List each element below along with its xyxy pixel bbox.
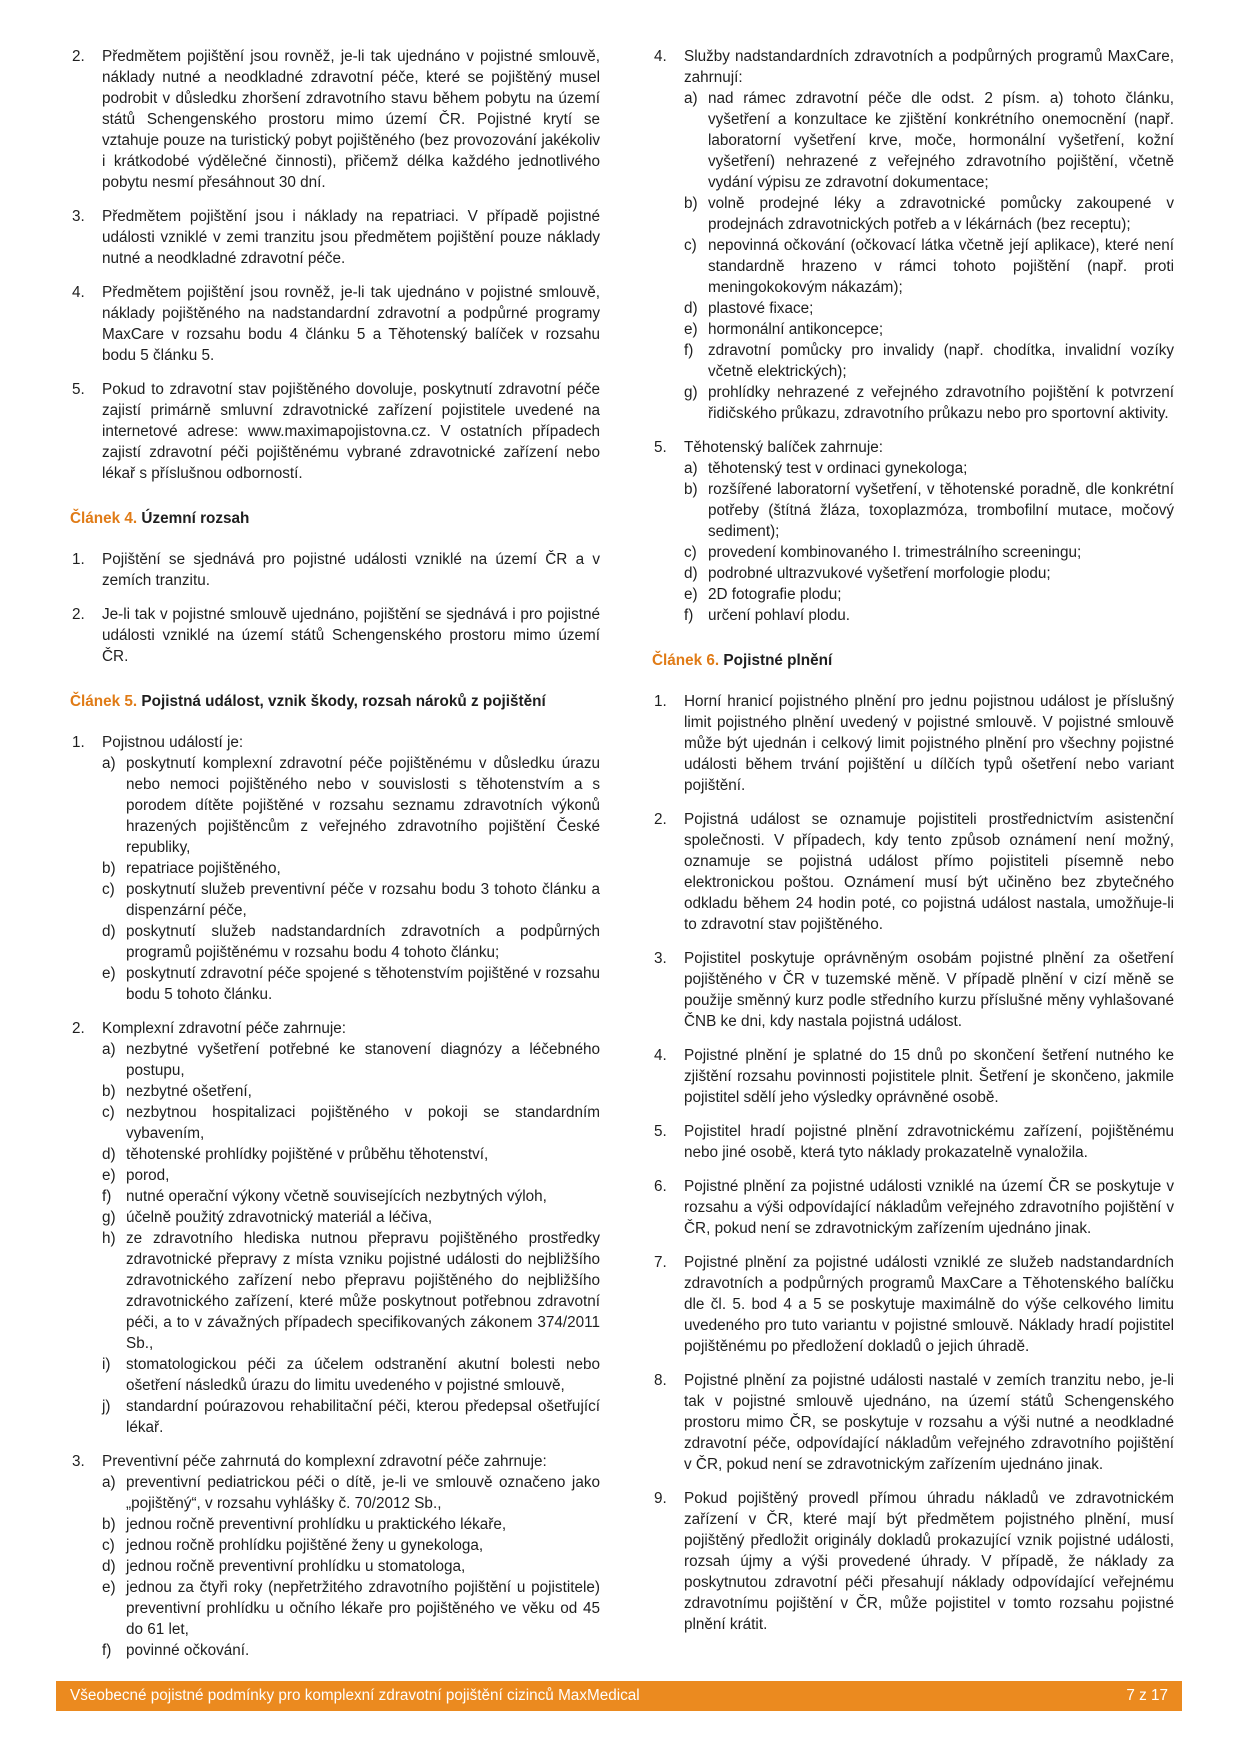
sub-item-text: jednou ročně prohlídku pojištěné ženy u gynekologa,: [126, 1537, 484, 1554]
sub-item-letter: c): [684, 237, 697, 254]
item-number: 4.: [654, 48, 667, 65]
sub-item-text: plastové fixace;: [708, 300, 814, 317]
article-6-heading: [652, 650, 1174, 671]
sub-item-text: podrobné ultrazvukové vyšetření morfologie plodu;: [708, 565, 1051, 582]
sub-list-item: [102, 1354, 600, 1396]
article-5-list: [70, 732, 600, 1661]
item-text: Pojistná událost se oznamuje pojistiteli prostřednictvím asistenční společnosti. V případech, kdy tento způsob oznámení není možný, oznamuje se pojistná událost přímo pojistiteli písemně nebo elektronickou poštou. Oznámení musí být učiněno bez zbytečného odkladu během 24 hodin poté, co pojistná událost nastala, umožňuje-li to zdravotní stav pojištěného.: [684, 811, 1174, 933]
sub-item-text: nutné operační výkony včetně souvisejících nezbytných výloh,: [126, 1188, 547, 1205]
sub-item-letter: e): [102, 1167, 116, 1184]
article-3-continued-list: [70, 46, 600, 484]
item-text: Preventivní péče zahrnutá do komplexní zdravotní péče zahrnuje:: [102, 1453, 547, 1470]
sub-item-letter: f): [684, 342, 694, 359]
item-text: Předmětem pojištění jsou i náklady na repatriaci. V případě pojistné události vzniklé v zemi tranzitu jsou předmětem pojištění pouze náklady nutné a neodkladné zdravotní péče.: [102, 208, 600, 267]
sub-list-item: [684, 298, 1174, 319]
list-item: [652, 437, 1174, 626]
item-number: 4.: [654, 1047, 667, 1064]
item-text: Pojištění se sjednává pro pojistné události vzniklé na území ČR a v zemích tranzitu.: [102, 551, 600, 589]
sub-item-letter: a): [102, 755, 116, 772]
sub-list-item: [102, 921, 600, 963]
sub-item-text: jednou za čtyři roky (nepřetržitého zdravotního pojištění u pojistitele) preventivní prohlídku u očního lékaře pro pojištěného ve věku od 45 do 61 let,: [126, 1579, 600, 1638]
sub-list-item: [684, 563, 1174, 584]
article-5-heading: [70, 691, 600, 712]
sub-list-item: [102, 1186, 600, 1207]
sub-item-text: nezbytné ošetření,: [126, 1083, 252, 1100]
list-item: [652, 1045, 1174, 1108]
item-text: Předmětem pojištění jsou rovněž, je-li tak ujednáno v pojistné smlouvě, náklady pojištěného na nadstandardní zdravotní a podpůrné programy MaxCare v rozsahu bodu 4 článku 5 a Těhotenský balíček v rozsahu bodu 5 článku 5.: [102, 284, 600, 364]
article-4-list: [70, 549, 600, 667]
sub-list-item: [684, 479, 1174, 542]
sub-item-text: nepovinná očkování (očkovací látka včetně její aplikace), které není standardně hrazeno v rámci tohoto pojištění (např. proti meningokokovým nákazám);: [708, 237, 1174, 296]
item-number: 6.: [654, 1178, 667, 1195]
item-number: 1.: [72, 734, 85, 751]
list-item: [70, 379, 600, 484]
article-4-title: Územní rozsah: [141, 510, 250, 527]
list-item: [70, 206, 600, 269]
sub-list-item: [684, 458, 1174, 479]
item-number: 8.: [654, 1372, 667, 1389]
sub-item-letter: h): [102, 1230, 116, 1247]
list-item: [70, 732, 600, 1005]
item-text: Komplexní zdravotní péče zahrnuje:: [102, 1020, 347, 1037]
sub-item-letter: b): [102, 1083, 116, 1100]
sub-item-letter: b): [102, 860, 116, 877]
sub-item-letter: f): [102, 1188, 112, 1205]
sub-list-item: [102, 753, 600, 858]
sub-item-letter: e): [684, 586, 698, 603]
list-item: [652, 46, 1174, 424]
article-6-label: Článek 6.: [652, 652, 720, 669]
sub-list: [102, 1472, 600, 1661]
list-item: [70, 604, 600, 667]
sub-item-letter: b): [684, 481, 698, 498]
sub-item-text: povinné očkování.: [126, 1642, 250, 1659]
list-item: [70, 549, 600, 591]
item-number: 2.: [72, 606, 85, 623]
item-number: 1.: [654, 693, 667, 710]
sub-item-text: nezbytnou hospitalizaci pojištěného v pokoji se standardním vybavením,: [126, 1104, 600, 1142]
sub-list-item: [684, 382, 1174, 424]
item-number: 1.: [72, 551, 85, 568]
item-number: 7.: [654, 1254, 667, 1271]
item-number: 4.: [72, 284, 85, 301]
sub-item-letter: f): [684, 607, 694, 624]
sub-item-letter: g): [102, 1209, 116, 1226]
sub-item-letter: a): [684, 90, 698, 107]
sub-item-letter: d): [684, 300, 698, 317]
item-text: Pojistné plnění za pojistné události vzniklé na území ČR se poskytuje v rozsahu a výši odpovídající nákladům veřejného zdravotního pojištění v ČR, pokud není se zdravotnickým zařízením ujednáno jinak.: [684, 1178, 1174, 1237]
article-4-label: Článek 4.: [70, 510, 138, 527]
sub-item-text: poskytnutí komplexní zdravotní péče pojištěnému v důsledku úrazu nebo nemoci pojištěného nebo v souvislosti s těhotenstvím a s porodem dítěte pojištěné v rozsahu seznamu zdravotních výkonů hrazených pojištěncům z veřejného zdravotního pojištění České republiky,: [126, 755, 600, 856]
list-item: [652, 1370, 1174, 1475]
item-number: 3.: [654, 950, 667, 967]
item-text: Horní hranicí pojistného plnění pro jednu pojistnou událost je příslušný limit pojistného plnění uvedený v pojistné smlouvě. V pojistné smlouvě může být ujednán i celkový limit pojistného plnění pro všechny pojistné události během trvání pojištění u dílčích typů ošetření nebo variant pojištění.: [684, 693, 1174, 794]
sub-list-item: [684, 235, 1174, 298]
sub-list-item: [684, 88, 1174, 193]
footer-bar: [56, 1681, 1182, 1711]
article-5-continued-list: [652, 46, 1174, 626]
item-text: Pojistné plnění za pojistné události vzniklé ze služeb nadstandardních zdravotních a podpůrných programů MaxCare a Těhotenského balíčku dle čl. 5. bod 4 a 5 se poskytuje maximálně do výše celkového limitu uvedeného pro tuto variantu v pojistné smlouvě. Náklady hradí pojistitel pojištěnému po předložení dokladů o jejich úhradě.: [684, 1254, 1174, 1355]
sub-list-item: [102, 1102, 600, 1144]
sub-list-item: [102, 1396, 600, 1438]
list-item: [652, 1121, 1174, 1163]
page-number: 7 z 17: [1126, 1687, 1168, 1704]
sub-item-letter: c): [684, 544, 697, 561]
sub-list-item: [684, 584, 1174, 605]
item-number: 5.: [654, 439, 667, 456]
sub-item-letter: d): [684, 565, 698, 582]
item-text: Je-li tak v pojistné smlouvě ujednáno, pojištění se sjednává i pro pojistné události vzniklé na území států Schengenského prostoru mimo území ČR.: [102, 606, 600, 665]
sub-item-text: volně prodejné léky a zdravotnické pomůcky zakoupené v prodejnách zdravotnických potřeb a v lékárnách (bez receptu);: [708, 195, 1174, 233]
sub-item-letter: g): [684, 384, 698, 401]
sub-item-letter: d): [102, 1558, 116, 1575]
sub-item-text: nezbytné vyšetření potřebné ke stanovení diagnózy a léčebného postupu,: [126, 1041, 600, 1079]
sub-item-text: účelně použitý zdravotnický materiál a léčiva,: [126, 1209, 433, 1226]
sub-item-text: prohlídky nehrazené z veřejného zdravotního pojištění k potvrzení řidičského průkazu, zdravotního průkazu nebo pro sportovní aktivity.: [708, 384, 1174, 422]
sub-item-letter: e): [684, 321, 698, 338]
sub-item-letter: f): [102, 1642, 112, 1659]
item-number: 3.: [72, 1453, 85, 1470]
list-item: [70, 1451, 600, 1661]
sub-item-letter: j): [102, 1398, 111, 1415]
article-5-title: Pojistná událost, vznik škody, rozsah nároků z pojištění: [141, 693, 546, 710]
sub-item-letter: b): [102, 1516, 116, 1533]
item-text: Pojistitel poskytuje oprávněným osobám pojistné plnění za ošetření pojištěného v ČR v tuzemské měně. V případě plnění v cizí měně se použije směnný kurz podle středního kurzu příslušné měny vyhlašované ČNB ke dni, kdy nastala pojistná událost.: [684, 950, 1174, 1030]
sub-item-letter: a): [684, 460, 698, 477]
item-number: 5.: [654, 1123, 667, 1140]
list-item: [652, 691, 1174, 796]
sub-item-text: porod,: [126, 1167, 170, 1184]
item-number: 3.: [72, 208, 85, 225]
item-number: 9.: [654, 1490, 667, 1507]
sub-item-text: poskytnutí služeb preventivní péče v rozsahu bodu 3 tohoto článku a dispenzární péče,: [126, 881, 600, 919]
sub-item-letter: e): [102, 965, 116, 982]
sub-list-item: [102, 1472, 600, 1514]
item-text: Pojistitel hradí pojistné plnění zdravotnickému zařízení, pojištěnému nebo jiné osobě, která tyto náklady prokazatelně vynaložila.: [684, 1123, 1174, 1161]
sub-list-item: [684, 319, 1174, 340]
item-text: Pojistnou událostí je:: [102, 734, 244, 751]
sub-list-item: [102, 1039, 600, 1081]
footer-title: Všeobecné pojistné podmínky pro komplexní zdravotní pojištění cizinců MaxMedical: [70, 1687, 640, 1704]
article-6-list: [652, 691, 1174, 1635]
sub-list: [102, 753, 600, 1005]
sub-item-text: poskytnutí zdravotní péče spojené s těhotenstvím pojištěné v rozsahu bodu 5 tohoto článku.: [126, 965, 600, 1003]
sub-item-letter: i): [102, 1356, 111, 1373]
sub-item-text: jednou ročně preventivní prohlídku u praktického lékaře,: [126, 1516, 507, 1533]
item-number: 5.: [72, 381, 85, 398]
sub-item-letter: e): [102, 1579, 116, 1596]
sub-list-item: [102, 1577, 600, 1640]
sub-list-item: [684, 605, 1174, 626]
sub-item-text: těhotenské prohlídky pojištěné v průběhu těhotenství,: [126, 1146, 489, 1163]
sub-item-letter: b): [684, 195, 698, 212]
sub-list: [102, 1039, 600, 1438]
article-6-title: Pojistné plnění: [723, 652, 833, 669]
sub-list-item: [102, 1535, 600, 1556]
sub-list-item: [102, 1207, 600, 1228]
item-text: Pojistné plnění za pojistné události nastalé v zemích tranzitu nebo, je-li tak v pojistné smlouvě ujednáno, na území států Schengenského prostoru mimo ČR, se poskytuje v rozsahu a výši nutné a neodkladné zdravotní péče, odpovídající nákladům veřejného zdravotního pojištění v ČR, pokud není se zdravotnickým zařízením ujednáno jinak.: [684, 1372, 1174, 1473]
sub-list: [684, 458, 1174, 626]
item-text: Pokud pojištěný provedl přímou úhradu nákladů ve zdravotnickém zařízení v ČR, které mají být předmětem pojistného plnění, musí pojištěný předložit originály dokladů prokazující vznik pojistné události, rozsah újmy a výši provedené úhrady. V případě, že náklady za poskytnutou zdravotní péči přesahují náklady odpovídající veřejnému zdravotnímu pojištění v ČR, může pojistitel v tomto rozsahu pojistné plnění krátit.: [684, 1490, 1174, 1633]
sub-item-text: určení pohlaví plodu.: [708, 607, 851, 624]
sub-item-text: jednou ročně preventivní prohlídku u stomatologa,: [126, 1558, 466, 1575]
right-column: [652, 46, 1174, 1648]
list-item: [70, 1018, 600, 1438]
sub-item-text: nad rámec zdravotní péče dle odst. 2 písm. a) tohoto článku, vyšetření a konzultace ke zjištění konkrétního onemocnění (např. laboratorní vyšetření krve, moče, hormonální vyšetření, kožní vyšetření) nehrazené z veřejného zdravotního pojištění, včetně vydání výpisu ze zdravotní dokumentace;: [708, 90, 1174, 191]
list-item: [652, 809, 1174, 935]
sub-item-letter: a): [102, 1041, 116, 1058]
sub-item-letter: c): [102, 1104, 115, 1121]
sub-list-item: [102, 963, 600, 1005]
list-item: [652, 1176, 1174, 1239]
item-text: Pokud to zdravotní stav pojištěného dovoluje, poskytnutí zdravotní péče zajistí primárně smluvní zdravotnické zařízení pojistitele uvedené na internetové adrese: www.maximapojistovna.cz. V ostatních případech zajistí zdravotní péči pojištěnému vybrané zdravotnické zařízení nebo lékař s příslušnou odborností.: [102, 381, 600, 482]
item-number: 2.: [72, 1020, 85, 1037]
item-text: Služby nadstandardních zdravotních a podpůrných programů MaxCare, zahrnují:: [684, 48, 1174, 86]
list-item: [652, 1488, 1174, 1635]
sub-item-text: standardní poúrazovou rehabilitační péči, kterou předepsal ošetřující lékař.: [126, 1398, 600, 1436]
sub-item-letter: d): [102, 923, 116, 940]
sub-list-item: [102, 1144, 600, 1165]
article-5-label: Článek 5.: [70, 693, 138, 710]
sub-item-text: hormonální antikoncepce;: [708, 321, 884, 338]
sub-list-item: [684, 193, 1174, 235]
item-number: 2.: [654, 811, 667, 828]
sub-list-item: [102, 858, 600, 879]
sub-list-item: [102, 879, 600, 921]
sub-item-text: rozšířené laboratorní vyšetření, v těhotenské poradně, dle konkrétní potřeby (štítná žláza, toxoplazmóza, trombofilní mutace, močový sediment);: [708, 481, 1174, 540]
sub-item-text: poskytnutí služeb nadstandardních zdravotních a podpůrných programů pojištěnému v rozsahu bodu 4 tohoto článku;: [126, 923, 600, 961]
list-item: [70, 46, 600, 193]
sub-item-letter: a): [102, 1474, 116, 1491]
left-column: [70, 46, 600, 1674]
sub-item-letter: c): [102, 881, 115, 898]
sub-list-item: [102, 1556, 600, 1577]
list-item: [70, 282, 600, 366]
sub-item-text: zdravotní pomůcky pro invalidy (např. chodítka, invalidní vozíky včetně elektrických);: [708, 342, 1174, 380]
item-text: Předmětem pojištění jsou rovněž, je-li tak ujednáno v pojistné smlouvě, náklady nutné a neodkladné zdravotní péče, které se pojištěný musel podrobit v důsledku zhoršení zdravotního stavu během pobytu na území států Schengenského prostoru mimo území ČR. Pojistné krytí se vztahuje pouze na turistický pobyt pojištěného (bez provozování jakékoliv i krátkodobé výdělečné činnosti), přičemž délka každého jednotlivého pobytu nesmí přesáhnout 30 dní.: [102, 48, 600, 191]
sub-item-text: ze zdravotního hlediska nutnou přepravu pojištěného prostředky zdravotnické přepravy z místa vzniku pojistné události do nejbližšího zdravotnického zařízení nebo přepravu pojištěného do nejbližšího zdravotnického zařízení, které může poskytnout potřebnou zdravotní péči, a to v závažných případech specifikovaných zákonem 374/2011 Sb.,: [126, 1230, 600, 1352]
article-4-heading: [70, 508, 600, 529]
sub-item-text: těhotenský test v ordinaci gynekologa;: [708, 460, 968, 477]
item-text: Těhotenský balíček zahrnuje:: [684, 439, 883, 456]
sub-list-item: [684, 542, 1174, 563]
list-item: [652, 1252, 1174, 1357]
sub-list-item: [102, 1514, 600, 1535]
sub-item-text: 2D fotografie plodu;: [708, 586, 842, 603]
sub-item-text: stomatologickou péči za účelem odstranění akutní bolesti nebo ošetření následků úrazu do limitu uvedeného v pojistné smlouvě,: [126, 1356, 600, 1394]
sub-list-item: [102, 1081, 600, 1102]
sub-item-text: repatriace pojištěného,: [126, 860, 281, 877]
item-number: 2.: [72, 48, 85, 65]
list-item: [652, 948, 1174, 1032]
sub-list-item: [102, 1165, 600, 1186]
item-text: Pojistné plnění je splatné do 15 dnů po skončení šetření nutného ke zjištění rozsahu povinnosti pojistitele plnit. Šetření je skončeno, jakmile pojistitel sdělí jeho výsledky oprávněné osobě.: [684, 1047, 1174, 1106]
sub-list-item: [684, 340, 1174, 382]
sub-list-item: [102, 1228, 600, 1354]
sub-list: [684, 88, 1174, 424]
sub-list-item: [102, 1640, 600, 1661]
sub-item-letter: c): [102, 1537, 115, 1554]
sub-item-letter: d): [102, 1146, 116, 1163]
sub-item-text: provedení kombinovaného I. trimestrálního screeningu;: [708, 544, 1082, 561]
sub-item-text: preventivní pediatrickou péči o dítě, je-li ve smlouvě označeno jako „pojištěný“, v rozsahu vyhlášky č. 70/2012 Sb.,: [126, 1474, 600, 1512]
